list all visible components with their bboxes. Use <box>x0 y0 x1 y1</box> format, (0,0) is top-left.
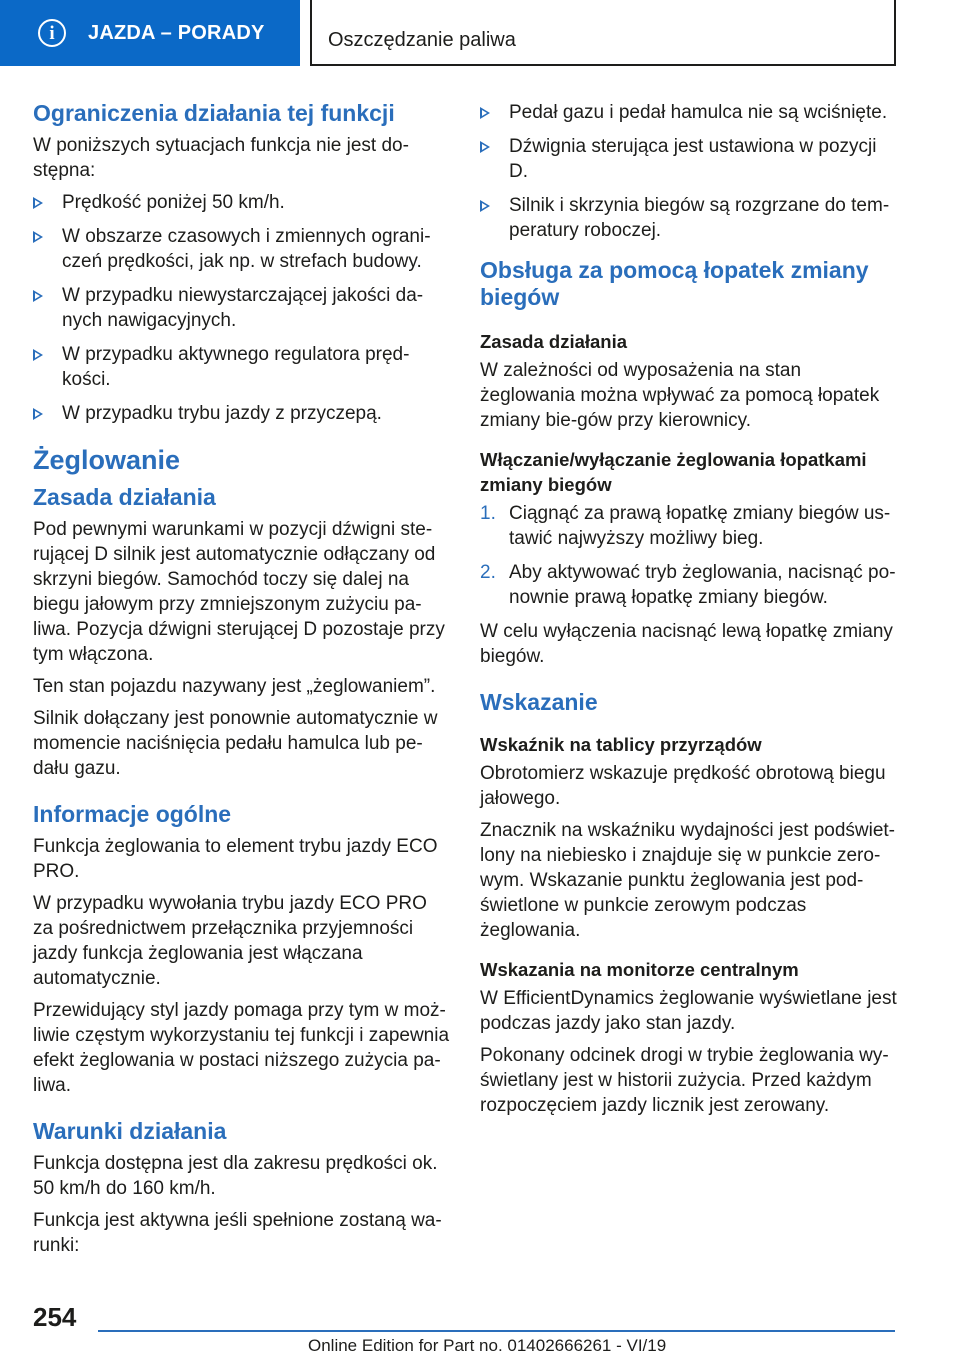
step-number: 2. <box>480 562 496 583</box>
triangle-bullet-icon <box>33 349 43 361</box>
header-section-tab <box>0 0 300 66</box>
paragraph-cluster-2: Znacznik na wskaźniku wydajności jest podświet-lony na niebiesko i znajduje się w punkcie zero-wym. Wskazanie punktu żeglowania jest pod-świetlone w punkcie zerowym podczas żeglowania. <box>480 820 896 941</box>
paragraph-conditions-1: Funkcja dostępna jest dla zakresu prędkości ok. 50 km/h do 160 km/h. <box>33 1153 438 1199</box>
heading-coasting: Żeglowanie <box>33 445 181 475</box>
header-topic-box <box>310 0 896 66</box>
list-item: W przypadku niewystarczającej jakości da-nych nawigacyjnych. <box>33 283 451 333</box>
header-topic-title: Oszczędzanie paliwa <box>328 29 516 51</box>
left-column <box>33 100 451 1265</box>
heading-conditions: Warunki działania <box>33 1118 227 1144</box>
heading-cluster: Wskaźnik na tablicy przyrządów <box>480 734 762 755</box>
paragraph-cid-1: W EfficientDynamics żeglowanie wyświetlane jest podczas jazdy jako stan jazdy. <box>480 988 897 1034</box>
triangle-bullet-icon <box>33 290 43 302</box>
paragraph-paddle-principle: W zależności od wyposażenia na stan żeglowania można wpływać za pomocą łopatek zmiany bie-gów przy kierownicy. <box>480 360 880 431</box>
header-section-title: JAZDA – PORADY <box>88 21 265 44</box>
triangle-bullet-icon <box>33 197 43 209</box>
triangle-bullet-icon <box>480 200 490 212</box>
triangle-bullet-icon <box>480 141 490 153</box>
paragraph-general-1: Funkcja żeglowania to element trybu jazdy ECO PRO. <box>33 836 438 882</box>
heading-paddles: Obsługa za pomocą łopatek zmiany biegów <box>480 257 869 310</box>
triangle-bullet-icon <box>33 408 43 420</box>
paragraph-general-2: W przypadku wywołania trybu jazdy ECO PRO za pośrednictwem przełącznika przyjemności jazdy funkcja żeglowania jest włączana automatycznie. <box>33 893 427 989</box>
list-item: Dźwignia sterująca jest ustawiona w pozycji D. <box>480 134 898 184</box>
list-item: 1. Ciągnąć za prawą łopatkę zmiany biegów us-tawić najwyższy możliwy bieg. <box>480 503 891 549</box>
triangle-bullet-icon <box>480 107 490 119</box>
heading-cid: Wskazania na monitorze centralnym <box>480 959 799 980</box>
conditions-list <box>480 100 898 243</box>
list-item: W przypadku aktywnego regulatora pręd-kości. <box>33 342 451 392</box>
footer-divider <box>98 1330 895 1332</box>
list-item: Pedał gazu i pedał hamulca nie są wciśnięte. <box>480 100 898 125</box>
heading-general: Informacje ogólne <box>33 801 232 827</box>
list-item: Silnik i skrzynia biegów są rozgrzane do tem-peratury roboczej. <box>480 193 898 243</box>
paragraph-principle: Pod pewnymi warunkami w pozycji dźwigni ste-rującej D silnik jest automatycznie odłączany od skrzyni biegów. Samochód toczy się dalej na biegu jałowym przy zmniejszonym zużyciu pa-liwa. Pozycja dźwigni sterującej D pozostaje przy tym włączona. <box>33 519 445 665</box>
paragraph-cid-2: Pokonany odcinek drogi w trybie żeglowania wy-świetlany jest w historii zużycia. Przed każdym rozpoczęciem jazdy licznik jest zerowany. <box>480 1045 889 1116</box>
triangle-bullet-icon <box>33 231 43 243</box>
step-number: 1. <box>480 503 496 524</box>
list-item: W obszarze czasowych i zmiennych ograni-czeń prędkości, jak np. w strefach budowy. <box>33 224 451 274</box>
paragraph-cluster-1: Obrotomierz wskazuje prędkość obrotową biegu jałowego. <box>480 763 886 809</box>
paragraph-limits: W poniższych sytuacjach funkcja nie jest do-stępna: <box>33 135 409 181</box>
list-item: Prędkość poniżej 50 km/h. <box>33 190 451 215</box>
footer-edition: Online Edition for Part no. 01402666261 - VI/19 <box>308 1336 667 1355</box>
heading-display: Wskazanie <box>480 689 598 715</box>
paragraph-reconnect: Silnik dołączany jest ponownie automatycznie w momencie naciśnięcia pedału hamulca lub pe-dału gazu. <box>33 708 438 779</box>
list-item: W przypadku trybu jazdy z przyczepą. <box>33 401 451 426</box>
paragraph-state: Ten stan pojazdu nazywany jest „żeglowaniem”. <box>33 676 436 697</box>
info-icon: i <box>38 19 66 47</box>
heading-principle: Zasada działania <box>33 484 216 510</box>
paragraph-disable: W celu wyłączenia nacisnąć lewą łopatkę zmiany biegów. <box>480 621 893 667</box>
page-number: 254 <box>33 1302 77 1332</box>
steps-list <box>480 501 898 610</box>
paragraph-general-3: Przewidujący styl jazdy pomaga przy tym w moż-liwie częstym wykorzystaniu tej funkcji i zapewnia efekt żeglowania w postaci niższego zużycia pa-liwa. <box>33 1000 450 1096</box>
limits-list <box>33 190 451 426</box>
heading-toggle: Włączanie/wyłączanie żeglowania łopatkami zmiany biegów <box>480 449 867 495</box>
paragraph-conditions-2: Funkcja jest aktywna jeśli spełnione zostaną wa-runki: <box>33 1210 442 1256</box>
right-column <box>480 100 898 1125</box>
heading-limits: Ograniczenia działania tej funkcji <box>33 100 395 126</box>
heading-paddle-principle: Zasada działania <box>480 331 628 352</box>
list-item: 2. Aby aktywować tryb żeglowania, nacisnąć po-nownie prawą łopatkę zmiany biegów. <box>480 562 896 608</box>
